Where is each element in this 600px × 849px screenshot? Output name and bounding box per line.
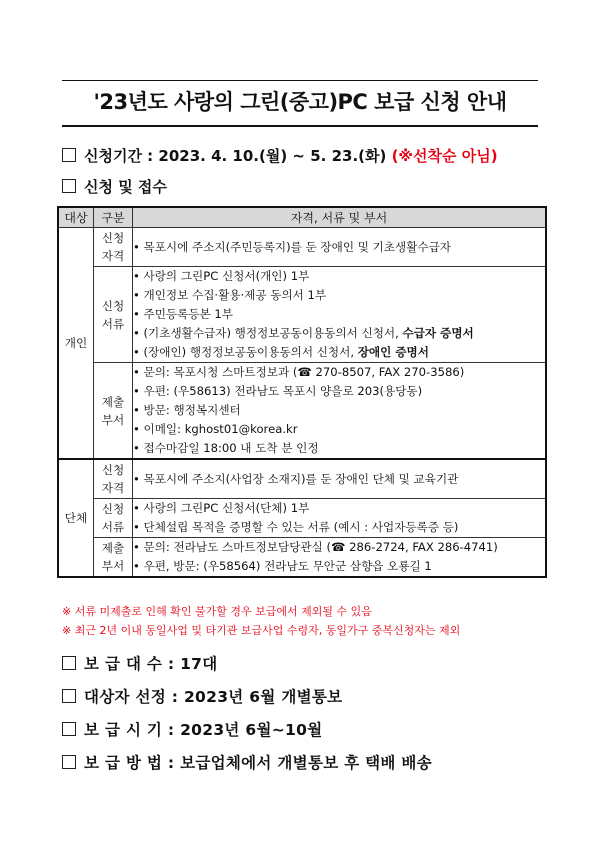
table-row (58, 538, 546, 578)
list-item: • 접수마감일 18:00 내 도착 분 인정 (133, 441, 319, 455)
list-item: • 사랑의 그린PC 신청서(개인) 1부 (133, 269, 310, 283)
category-organization: 단체 (58, 459, 94, 577)
section-apply-label: 신청 및 접수 (84, 178, 167, 196)
row-subcategory: 신청 서류 (94, 267, 133, 363)
warning-note: ※ 최근 2년 이내 동일사업 및 타기관 보급사업 수령자, 동일가구 중복신청자는 제외 (62, 624, 461, 637)
summary-period: 보 급 시 기 : 2023년 6월~10월 (62, 718, 322, 740)
list-item: • 목포시에 주소지(주민등록지)를 둔 장애인 및 기초생활수급자 (133, 239, 451, 254)
checkbox-square-icon (62, 722, 76, 736)
row-subcategory: 신청 서류 (94, 499, 133, 538)
list-item: • 목포시에 주소지(사업장 소재지)를 둔 장애인 단체 및 교육기관 (133, 471, 459, 486)
row-subcategory: 신청 자격 (94, 459, 133, 499)
row-subcategory: 제출 부서 (94, 538, 133, 578)
application-table (57, 206, 547, 578)
list-item: • (기초생활수급자) 행정정보공동이용동의서 신청서, 수급자 증명서 (133, 326, 474, 340)
row-content (133, 459, 547, 499)
period-note: (※선착순 아님) (391, 147, 498, 165)
list-item: • 우편, 방문: (우58564) 전라남도 무안군 삼향읍 오룡길 1 (133, 559, 432, 573)
table-row (58, 363, 546, 460)
table-row (58, 228, 546, 267)
summary-selection: 대상자 선정 : 2023년 6월 개별통보 (62, 685, 342, 707)
application-period (62, 145, 498, 166)
row-content (133, 538, 547, 578)
header-details: 자격, 서류 및 부서 (133, 207, 547, 228)
checkbox-square-icon (62, 179, 76, 193)
row-subcategory: 신청 자격 (94, 228, 133, 267)
table-header-row (58, 207, 546, 228)
checkbox-square-icon (62, 656, 76, 670)
title-bottom-rule (62, 125, 538, 127)
list-item: • 문의: 전라남도 스마트정보담당관실 (☎ 286-2724, FAX 286-4741) (133, 540, 498, 554)
summary-method: 보 급 방 법 : 보급업체에서 개별통보 후 택배 배송 (62, 751, 432, 773)
row-content (133, 267, 547, 363)
section-heading-apply (62, 176, 167, 197)
row-content (133, 363, 547, 460)
list-item: • 우편: (우58613) 전라남도 목포시 양을로 203(용당동) (133, 384, 423, 398)
row-content (133, 499, 547, 538)
header-target: 대상 (58, 207, 94, 228)
summary-quantity: 보 급 대 수 : 17대 (62, 652, 218, 674)
list-item: • 이메일: kghost01@korea.kr (133, 422, 298, 436)
period-label: 신청기간 : 2023. 4. 10.(월) ~ 5. 23.(화) (84, 147, 392, 165)
list-item: • 사랑의 그린PC 신청서(단체) 1부 (133, 501, 310, 515)
row-content (133, 228, 547, 267)
row-subcategory: 제출 부서 (94, 363, 133, 460)
page-title: '23년도 사랑의 그린(중고)PC 보급 신청 안내 (93, 90, 507, 114)
header-category: 구분 (94, 207, 133, 228)
table-row (58, 459, 546, 499)
list-item: • 방문: 행정복지센터 (133, 403, 241, 417)
table-row (58, 267, 546, 363)
table-row (58, 499, 546, 538)
category-individual: 개인 (58, 228, 94, 460)
list-item: • 단체설립 목적을 증명할 수 있는 서류 (예시 : 사업자등록증 등) (133, 520, 459, 534)
list-item: • 문의: 목포시청 스마트정보과 (☎ 270-8507, FAX 270-3586) (133, 365, 465, 379)
checkbox-square-icon (62, 148, 76, 162)
list-item: • (장애인) 행정정보공동이용동의서 신청서, 장애인 증명서 (133, 345, 429, 359)
list-item: • 개인정보 수집·활용·제공 동의서 1부 (133, 288, 327, 302)
warning-note: ※ 서류 미제출로 인해 확인 불가할 경우 보급에서 제외될 수 있음 (62, 605, 372, 618)
checkbox-square-icon (62, 755, 76, 769)
checkbox-square-icon (62, 689, 76, 703)
title-top-rule (62, 80, 538, 81)
list-item: • 주민등록등본 1부 (133, 307, 233, 321)
